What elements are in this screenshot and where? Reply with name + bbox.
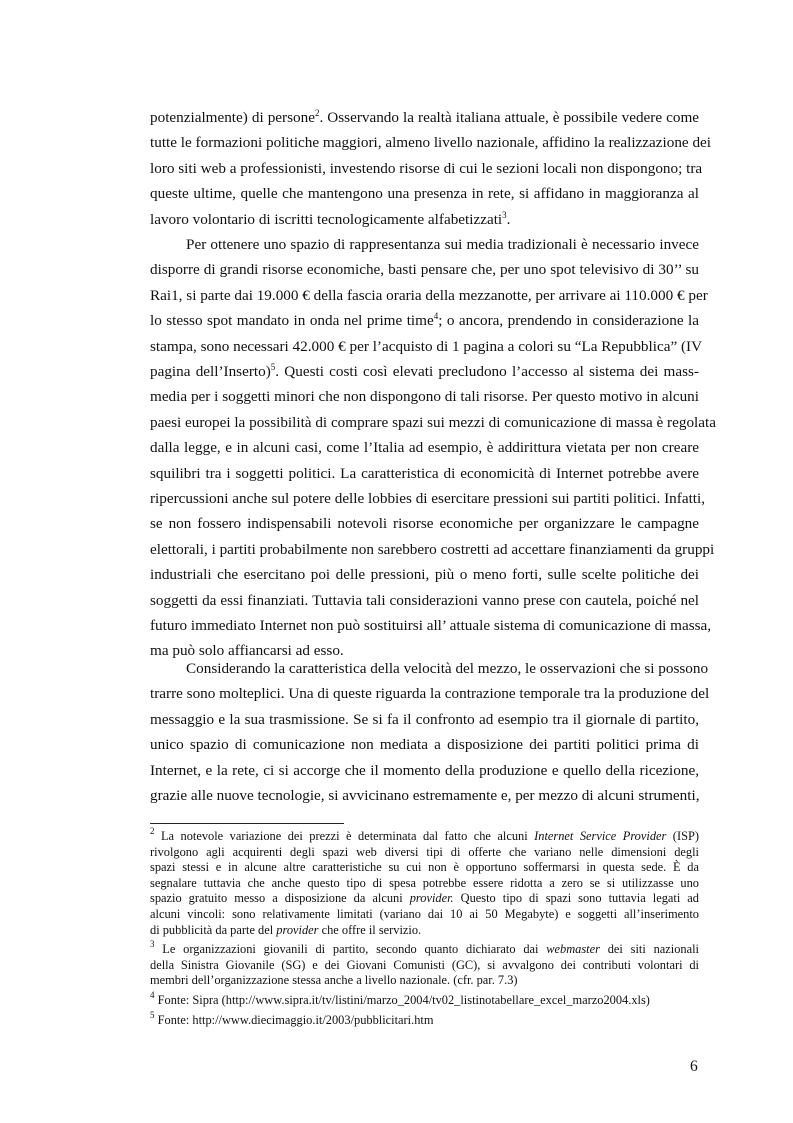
body-text-run: trarre sono molteplici. Una di queste riguarda la contrazione temporale tra la produzione del — [150, 685, 710, 703]
body-line — [150, 258, 699, 282]
body-line — [150, 708, 699, 732]
body-text-run: stampa, sono necessari 42.000 € per l’acquisto di 1 pagina a colori su “La Repubblica” (IV — [150, 337, 703, 355]
body-text-run: Per ottenere uno spazio di rappresentanza sui media tradizionali è necessario invece — [186, 236, 699, 253]
body-text-run: Internet, e la rete, ci si accorge che il momento della produzione e quello della ricezione, — [150, 761, 699, 779]
body-line — [150, 182, 699, 206]
body-text-run: Considerando la caratteristica della velocità del mezzo, le osservazioni che si possono — [186, 660, 709, 677]
body-text-run: . Osservando la realtà italiana attuale, è possibile vedere come — [319, 109, 700, 126]
footnote-italic: provider — [276, 922, 319, 937]
body-line — [150, 131, 712, 155]
body-line — [150, 563, 699, 587]
footnote-number: 2 — [150, 826, 155, 836]
body-line — [150, 360, 699, 384]
footnote-number: 3 — [150, 939, 155, 949]
footnote-reference: 2 — [314, 108, 320, 118]
body-text-run: queste ultime, quelle che mantengono una presenza in rete, si affidano in maggioranza al — [150, 185, 699, 203]
footnote-text: Fonte: Sipra (http://www.sipra.it/tv/listini/marzo_2004/tv02_listinotabellare_excel_marzo2004.xls) — [157, 993, 650, 1007]
footnote-line: rivolgono agli acquirenti degli spazi web diversi tipi di offerte che variano nelle dimensioni degli — [150, 844, 699, 859]
footnote-text: La notevole variazione dei prezzi è determinata dal fatto che alcuni — [160, 829, 535, 843]
body-line — [150, 157, 703, 181]
footnote-text: Fonte: http://www.diecimaggio.it/2003/pubblicitari.htm — [157, 1013, 434, 1027]
body-text-run: ma può solo affiancarsi ad esso. — [150, 642, 344, 660]
body-text-run: pagina dell’Inserto) — [150, 363, 271, 380]
footnote-italic: Internet Service Provider — [534, 829, 667, 843]
body-text-run: unico spazio di comunicazione non mediata a disposizione dei partiti politici prima di — [150, 736, 699, 754]
footnote-text: spazio gratuito messo a disposizione da alcuni — [150, 891, 410, 906]
footnote-line: membri dell’organizzazione stessa anche a livello nazionale. (cfr. par. 7.3) — [150, 973, 518, 988]
body-text-run: messaggio e la sua trasmissione. Se si fa il confronto ad esempio tra il giornale di partito, — [150, 710, 699, 728]
body-text-run: industriali che esercitano poi delle pressioni, più o meno forti, sulle scelte politiche dei — [150, 566, 699, 584]
footnote-3 — [150, 939, 699, 989]
footnote-5 — [150, 1010, 699, 1029]
body-line — [150, 733, 699, 757]
body-line — [150, 657, 709, 681]
footnote-text: di pubblicità da parte del — [150, 922, 277, 937]
body-text-run: loro siti web a professionisti, investendo risorse di cui le sezioni locali non dispongono; tra — [150, 159, 703, 177]
body-text-run: paesi europei la possibilità di comprare spazi sui mezzi di comunicazione di massa è regolata — [150, 413, 716, 431]
footnote-number: 5 — [150, 1010, 155, 1020]
body-text-run: grazie alle nuove tecnologie, si avvicinano estremamente e, per mezzo di alcuni strumenti, — [150, 787, 700, 804]
footnote-reference: 3 — [502, 209, 507, 220]
body-text-run: tutte le formazioni politiche maggiori, almeno livello nazionale, affidino la realizzazione dei — [150, 134, 712, 152]
body-text-run: soggetti da essi finanziati. Tuttavia tali considerazioni vanno prese con cautela, poiché nel — [150, 591, 699, 609]
body-line — [150, 487, 706, 511]
body-line — [150, 284, 708, 308]
footnote-line: della Sinistra Giovanile (SG) e dei Giovani Comunisti (GC), si avvalgono dei contributi volontari di — [150, 957, 699, 972]
body-text-run: se non fossero indispensabili notevoli risorse economiche per organizzare le campagne — [150, 515, 699, 533]
body-text-run: squilibri tra i soggetti politici. La caratteristica di economicità di Internet potrebbe avere — [150, 464, 699, 482]
body-text-run: media per i soggetti minori che non dispongono di tali risorse. Per questo motivo in alcuni — [150, 388, 699, 406]
body-line — [150, 436, 699, 460]
footnote-line: segnalare tuttavia che anche questo tipo di spesa potrebbe essere ridotta a zero se si utilizzasse uno — [150, 875, 699, 890]
body-text-run: . Questi costi così elevati precludono l’accesso al sistema dei mass- — [275, 363, 699, 380]
body-line — [150, 208, 699, 232]
body-text-run: Rai1, si parte dai 19.000 € della fascia oraria della mezzanotte, per arrivare ai 110.000 € per — [150, 286, 708, 304]
body-text-run: lavoro volontario di iscritti tecnologicamente alfabetizzati — [150, 210, 503, 228]
body-text-run: disporre di grandi risorse economiche, basti pensare che, per uno spot televisivo di 30’’ su — [150, 261, 699, 279]
body-line — [150, 233, 699, 257]
footnote-number: 4 — [150, 990, 155, 1000]
footnote-italic: provider. — [409, 891, 454, 906]
body-line — [150, 106, 699, 130]
footnote-line: alcuni vincoli: sono relativamente limitati (variano dai 10 ai 50 Megabyte) e soggetti all’inserimento — [150, 906, 699, 921]
body-text-run: lo stesso spot mandato in onda nel prime time — [150, 312, 434, 330]
footnote-text: che offre il servizio. — [318, 922, 422, 937]
body-text-run: . — [506, 210, 511, 228]
body-line — [150, 411, 716, 435]
footnote-text: dei siti nazionali — [599, 942, 699, 956]
body-text-run: ripercussioni anche sul potere delle lobbies di esercitare pressioni sui partiti politici. Infatti, — [150, 490, 706, 507]
body-line — [150, 462, 699, 486]
body-text-run: futuro immediato Internet non può sostituirsi all’ attuale sistema di comunicazione di massa, — [150, 617, 712, 634]
footnote-2 — [150, 826, 699, 938]
body-line — [150, 589, 699, 613]
footnote-italic: webmaster — [546, 942, 600, 956]
body-line — [150, 309, 699, 333]
footnote-reference: 4 — [433, 311, 439, 322]
body-text-run: dalla legge, e in alcuni casi, come l’Italia ad esempio, è addirittura vietata per non creare — [150, 439, 699, 457]
footnote-4 — [150, 990, 699, 1009]
body-line — [150, 614, 712, 638]
body-line — [150, 512, 699, 536]
footnote-separator — [150, 823, 344, 824]
body-line — [150, 538, 715, 562]
footnote-text: Le organizzazioni giovanili di partito, secondo quanto dichiarato dai — [162, 942, 547, 956]
body-line — [150, 385, 699, 409]
body-line — [150, 682, 710, 706]
page-number: 6 — [690, 1058, 698, 1075]
body-text-run: elettorali, i partiti probabilmente non sarebbero costretti ad accettare finanziamenti da gruppi — [150, 540, 715, 558]
body-line — [150, 759, 699, 783]
body-line — [150, 784, 699, 808]
body-text-run: potenzialmente) di persone — [150, 109, 315, 126]
footnote-text: (ISP) — [666, 829, 699, 843]
footnote-text: Questo tipo di spazi sono tuttavia legati ad — [453, 891, 699, 906]
footnote-line: spazi stessi e in alcune altre caratteristiche su cui non è opportuno soffermarsi in questa sede. È da — [150, 860, 699, 875]
body-line — [150, 335, 703, 359]
footnote-reference: 5 — [270, 362, 276, 372]
body-text-run: ; o ancora, prendendo in considerazione la — [438, 312, 699, 330]
